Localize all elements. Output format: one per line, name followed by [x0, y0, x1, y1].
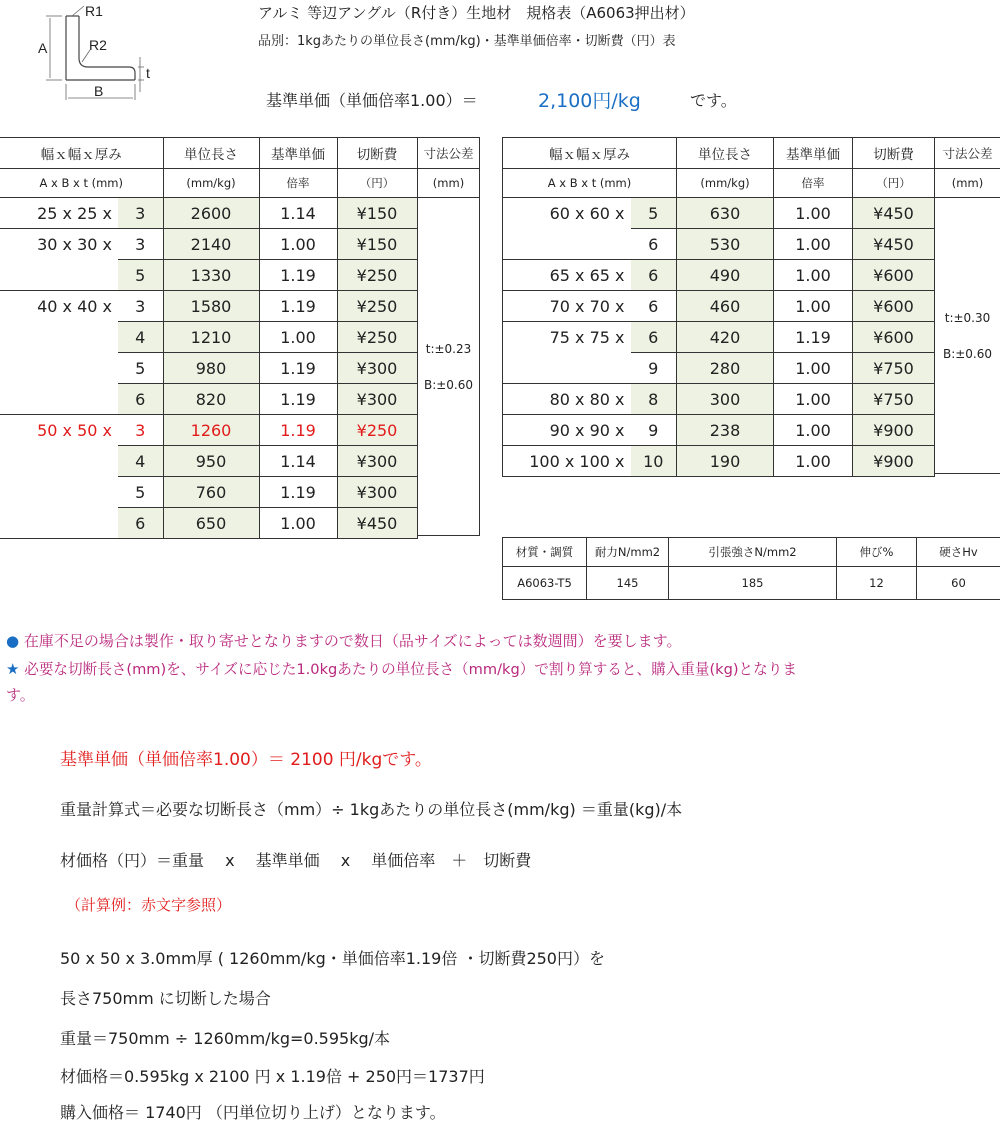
- calc-base-price: 基準単価（単価倍率1.00）＝ 2100 円/kgです。: [60, 750, 432, 770]
- thickness-cell: 6: [631, 291, 677, 322]
- table-row: [503, 198, 935, 229]
- header-rate: 基準単価: [259, 138, 337, 169]
- rate-cell: 1.19: [774, 322, 853, 353]
- base-price-suffix: です。: [690, 91, 737, 110]
- star-icon: ★: [6, 660, 20, 678]
- calc-example-line: 材価格＝0.595kg x 2100 円 x 1.19倍 + 250円＝1737円: [60, 1067, 485, 1086]
- table-row: [0, 415, 417, 446]
- thickness-cell: 6: [631, 322, 677, 353]
- header-tol-sub: (mm): [418, 169, 480, 198]
- calc-price-formula: 材価格（円）＝重量 x 基準単価 x 単価倍率 ＋ 切断費: [60, 851, 532, 870]
- cut-fee-cell: ¥750: [853, 384, 935, 415]
- thickness-cell: 3: [118, 198, 163, 229]
- size-cell: 25 x 25 x: [0, 198, 118, 229]
- rate-cell: 1.19: [259, 384, 337, 415]
- thickness-cell: 10: [631, 446, 677, 477]
- table-row: [0, 477, 417, 508]
- thickness-cell: 5: [118, 477, 163, 508]
- cut-fee-cell: ¥600: [853, 322, 935, 353]
- header-unit-sub: (mm/kg): [163, 169, 259, 198]
- table-row: [0, 508, 417, 539]
- tolerance-column-left: [417, 137, 480, 536]
- thickness-cell: 9: [631, 415, 677, 446]
- thickness-cell: 6: [631, 260, 677, 291]
- size-cell: 60 x 60 x: [503, 198, 631, 229]
- size-cell: [503, 229, 631, 260]
- unit-length-cell: 460: [677, 291, 774, 322]
- size-cell: 90 x 90 x: [503, 415, 631, 446]
- material-value: 12: [837, 567, 917, 600]
- size-cell: 50 x 50 x: [0, 415, 118, 446]
- header-size: 幅ｘ幅ｘ厚み: [503, 138, 677, 169]
- unit-length-cell: 760: [163, 477, 259, 508]
- table-row: [503, 384, 935, 415]
- material-value: A6063-T5: [503, 567, 587, 600]
- tolerance-t: t:±0.23: [425, 341, 472, 356]
- unit-length-cell: 980: [163, 353, 259, 384]
- unit-length-cell: 1330: [163, 260, 259, 291]
- thickness-cell: 4: [118, 446, 163, 477]
- tolerance-b: B:±0.60: [423, 377, 474, 392]
- header-tol-sub: (mm): [935, 169, 1000, 198]
- header-cut-sub: （円）: [337, 169, 417, 198]
- tolerance-right: [935, 198, 1000, 474]
- size-cell: 100 x 100 x: [503, 446, 631, 477]
- material-header: 引張強さN/mm2: [669, 538, 837, 567]
- thickness-cell: 3: [118, 415, 163, 446]
- header-unit-sub: (mm/kg): [677, 169, 774, 198]
- thickness-cell: 6: [118, 384, 163, 415]
- r2-label: R2: [89, 37, 107, 53]
- rate-cell: 1.19: [259, 353, 337, 384]
- unit-length-cell: 490: [677, 260, 774, 291]
- size-cell: 30 x 30 x: [0, 229, 118, 260]
- table-row: [503, 415, 935, 446]
- unit-length-cell: 190: [677, 446, 774, 477]
- thickness-cell: 5: [631, 198, 677, 229]
- rate-cell: 1.19: [259, 291, 337, 322]
- rate-cell: 1.00: [774, 198, 853, 229]
- cut-fee-cell: ¥900: [853, 415, 935, 446]
- dim-b-label: B: [94, 83, 104, 99]
- cut-fee-cell: ¥300: [337, 446, 417, 477]
- rate-cell: 1.19: [259, 477, 337, 508]
- unit-length-cell: 650: [163, 508, 259, 539]
- size-cell: 65 x 65 x: [503, 260, 631, 291]
- table-row: [0, 291, 417, 322]
- table-row: [503, 322, 935, 353]
- rate-cell: 1.19: [259, 260, 337, 291]
- header-cut: 切断費: [337, 138, 417, 169]
- size-cell: [503, 353, 631, 384]
- cut-fee-cell: ¥450: [853, 229, 935, 260]
- rate-cell: 1.14: [259, 446, 337, 477]
- table-row: [503, 229, 935, 260]
- base-price-label: 基準単価（単価倍率1.00）＝: [266, 91, 478, 110]
- page-subtitle: 品別：1kgあたりの単位長さ(mm/kg)・基準単価倍率・切断費（円）表: [258, 34, 676, 49]
- table-row: [0, 198, 417, 229]
- note-stock-text: 在庫不足の場合は製作・取り寄せとなりますので数日（品サイズによっては数週間）を要します。: [23, 632, 682, 650]
- size-cell: [0, 446, 118, 477]
- rate-cell: 1.00: [259, 229, 337, 260]
- size-cell: [0, 508, 118, 539]
- header-rate-sub: 倍率: [774, 169, 853, 198]
- table-row: [0, 229, 417, 260]
- unit-length-cell: 280: [677, 353, 774, 384]
- header-size-sub: A x B x t (mm): [503, 169, 677, 198]
- unit-length-cell: 1580: [163, 291, 259, 322]
- angle-profile-diagram: [20, 0, 160, 105]
- calc-weight-formula: 重量計算式＝必要な切断長さ（mm）÷ 1kgあたりの単位長さ(mm/kg) ＝重量(kg)/本: [60, 800, 683, 819]
- dim-t-label: t: [146, 65, 150, 81]
- rate-cell: 1.00: [259, 322, 337, 353]
- rate-cell: 1.00: [774, 353, 853, 384]
- page-title: アルミ 等辺アングル（R付き）生地材 規格表（A6063押出材）: [258, 4, 695, 22]
- unit-length-cell: 238: [677, 415, 774, 446]
- material-header: 材質・調質: [503, 538, 587, 567]
- tolerance-column-right: [934, 137, 1000, 474]
- spec-table-right: [502, 137, 935, 477]
- cut-fee-cell: ¥900: [853, 446, 935, 477]
- thickness-cell: 6: [631, 229, 677, 260]
- table-row: [0, 353, 417, 384]
- note-weight: [6, 658, 797, 679]
- note-stock: [6, 630, 681, 651]
- spec-table-left: [0, 137, 418, 539]
- cut-fee-cell: ¥450: [853, 198, 935, 229]
- header-size: 幅ｘ幅ｘ厚み: [0, 138, 163, 169]
- unit-length-cell: 420: [677, 322, 774, 353]
- unit-length-cell: 950: [163, 446, 259, 477]
- table-row: [0, 322, 417, 353]
- calc-example-line: 購入価格＝ 1740円 （円単位切り上げ）となります。: [60, 1103, 446, 1122]
- thickness-cell: 4: [118, 322, 163, 353]
- thickness-cell: 8: [631, 384, 677, 415]
- material-value: 145: [587, 567, 669, 600]
- unit-length-cell: 1210: [163, 322, 259, 353]
- base-price-value: 2,100円/kg: [538, 90, 641, 112]
- cut-fee-cell: ¥250: [337, 291, 417, 322]
- cut-fee-cell: ¥600: [853, 260, 935, 291]
- header-rate-sub: 倍率: [259, 169, 337, 198]
- tolerance-left: [418, 198, 480, 536]
- table-row: [0, 384, 417, 415]
- size-cell: [0, 384, 118, 415]
- table-row: [503, 446, 935, 477]
- calc-example-line: 50 x 50 x 3.0mm厚 ( 1260mm/kg・単価倍率1.19倍 ・切断費250円）を: [60, 949, 605, 968]
- cut-fee-cell: ¥250: [337, 415, 417, 446]
- cut-fee-cell: ¥600: [853, 291, 935, 322]
- unit-length-cell: 2140: [163, 229, 259, 260]
- header-size-sub: A x B x t (mm): [0, 169, 163, 198]
- calc-example-label: （計算例：赤文字参照）: [66, 896, 232, 914]
- header-unit: 単位長さ: [677, 138, 774, 169]
- size-cell: [0, 477, 118, 508]
- header-unit: 単位長さ: [163, 138, 259, 169]
- material-value: 60: [917, 567, 1000, 600]
- cut-fee-cell: ¥750: [853, 353, 935, 384]
- header-cut: 切断費: [853, 138, 935, 169]
- rate-cell: 1.00: [774, 446, 853, 477]
- size-cell: [0, 322, 118, 353]
- rate-cell: 1.00: [774, 260, 853, 291]
- thickness-cell: 5: [118, 260, 163, 291]
- material-header: 耐力N/mm2: [587, 538, 669, 567]
- rate-cell: 1.14: [259, 198, 337, 229]
- thickness-cell: 9: [631, 353, 677, 384]
- cut-fee-cell: ¥250: [337, 322, 417, 353]
- cut-fee-cell: ¥300: [337, 477, 417, 508]
- table-row: [503, 260, 935, 291]
- rate-cell: 1.00: [774, 384, 853, 415]
- r1-label: R1: [85, 3, 103, 19]
- unit-length-cell: 1260: [163, 415, 259, 446]
- bullet-icon: ●: [6, 632, 20, 650]
- thickness-cell: 3: [118, 229, 163, 260]
- table-row: [0, 260, 417, 291]
- size-cell: [0, 260, 118, 291]
- note-weight-wrap: す。: [6, 686, 35, 704]
- cut-fee-cell: ¥300: [337, 384, 417, 415]
- material-header: 伸び%: [837, 538, 917, 567]
- size-cell: 70 x 70 x: [503, 291, 631, 322]
- cut-fee-cell: ¥150: [337, 229, 417, 260]
- rate-cell: 1.00: [774, 415, 853, 446]
- dim-a-label: A: [38, 40, 48, 56]
- table-row: [503, 353, 935, 384]
- material-header: 硬さHv: [917, 538, 1000, 567]
- size-cell: [0, 353, 118, 384]
- note-weight-text: 必要な切断長さ(mm)を、サイズに応じた1.0kgあたりの単位長さ（mm/kg）で割り算すると、購入重量(kg)となりま: [24, 661, 797, 678]
- header-rate: 基準単価: [774, 138, 853, 169]
- header-tol: 寸法公差: [418, 138, 480, 169]
- cut-fee-cell: ¥300: [337, 353, 417, 384]
- material-table: [502, 537, 1000, 600]
- unit-length-cell: 2600: [163, 198, 259, 229]
- rate-cell: 1.00: [774, 229, 853, 260]
- tolerance-b: B:±0.60: [942, 346, 993, 361]
- size-cell: 40 x 40 x: [0, 291, 118, 322]
- size-cell: 80 x 80 x: [503, 384, 631, 415]
- table-row: [0, 446, 417, 477]
- material-value: 185: [669, 567, 837, 600]
- cut-fee-cell: ¥250: [337, 260, 417, 291]
- rate-cell: 1.00: [259, 508, 337, 539]
- size-cell: 75 x 75 x: [503, 322, 631, 353]
- header-cut-sub: （円）: [853, 169, 935, 198]
- rate-cell: 1.00: [774, 291, 853, 322]
- cut-fee-cell: ¥150: [337, 198, 417, 229]
- table-row: [503, 291, 935, 322]
- cut-fee-cell: ¥450: [337, 508, 417, 539]
- unit-length-cell: 820: [163, 384, 259, 415]
- thickness-cell: 3: [118, 291, 163, 322]
- unit-length-cell: 630: [677, 198, 774, 229]
- calc-example-line: 重量＝750mm ÷ 1260mm/kg=0.595kg/本: [60, 1029, 391, 1048]
- calc-example-line: 長さ750mm に切断した場合: [60, 989, 271, 1008]
- thickness-cell: 6: [118, 508, 163, 539]
- unit-length-cell: 530: [677, 229, 774, 260]
- thickness-cell: 5: [118, 353, 163, 384]
- header-tol: 寸法公差: [935, 138, 1000, 169]
- tolerance-t: t:±0.30: [944, 310, 991, 325]
- unit-length-cell: 300: [677, 384, 774, 415]
- rate-cell: 1.19: [259, 415, 337, 446]
